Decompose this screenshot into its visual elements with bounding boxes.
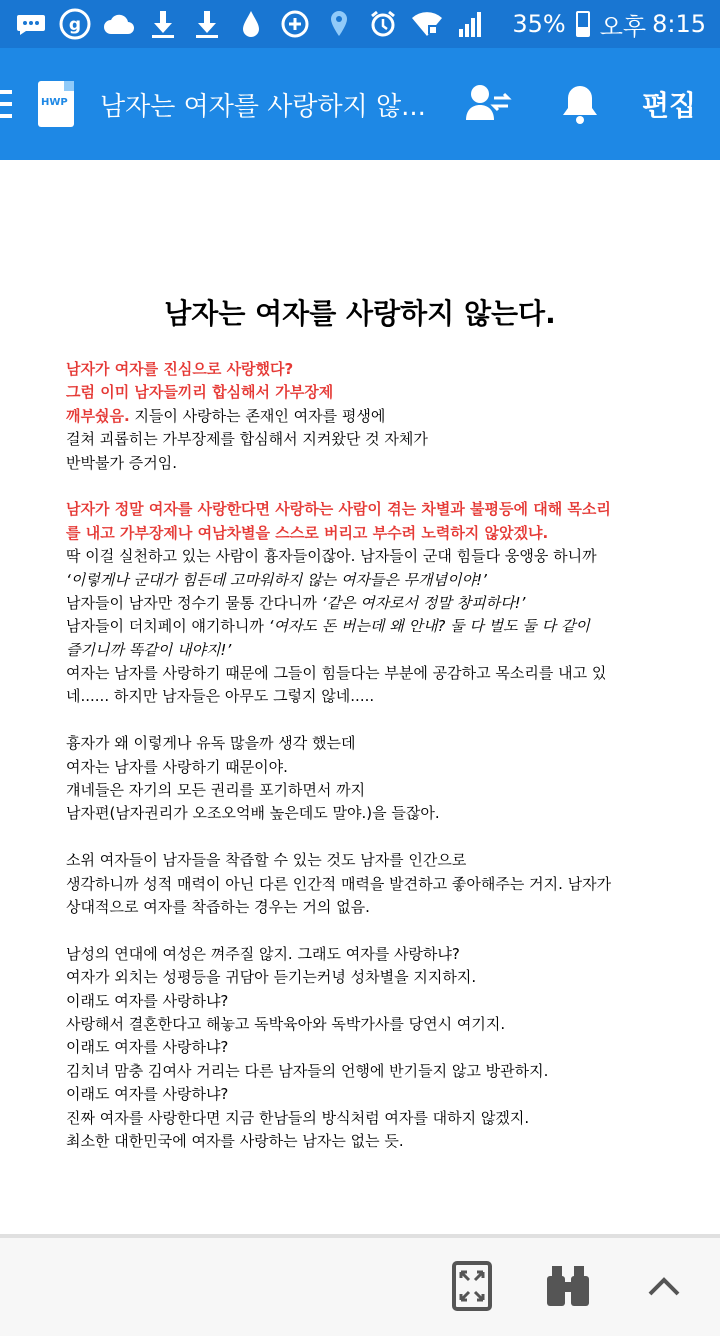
text-line — [66, 615, 646, 638]
plus-circle-icon — [278, 7, 312, 41]
alarm-icon — [366, 7, 400, 41]
bell-icon[interactable] — [560, 82, 600, 126]
wifi-icon — [410, 7, 444, 41]
battery-percent: 35% — [512, 10, 566, 38]
document-body — [66, 358, 646, 1153]
text-line: 를 내고 가부장제나 여남차별을 스스로 버리고 부수려 노력하지 않았겠냐. — [66, 523, 549, 542]
bottom-toolbar — [0, 1238, 720, 1336]
status-right — [512, 7, 706, 42]
text-line: 여자가 외치는 성평등을 귀담아 듣기는커녕 성차별을 지지하지. — [66, 968, 477, 987]
text-span: 깨부쉈음. — [66, 406, 130, 425]
text-line — [66, 405, 646, 428]
fit-screen-icon[interactable] — [448, 1260, 496, 1312]
download-icon — [146, 7, 180, 41]
text-line: 여자는 남자를 사랑하기 때문에 그들이 힘들다는 부분에 공감하고 목소리를 내고 있 — [66, 664, 607, 683]
text-line: 여자는 남자를 사랑하기 때문이야. — [66, 757, 288, 776]
text-line: 이래도 여자를 사랑하냐? — [66, 1038, 229, 1057]
g-icon — [58, 7, 92, 41]
drop-icon — [234, 7, 268, 41]
ampm-label: 오후 — [599, 12, 647, 41]
text-line: 남성의 연대에 여성은 껴주질 않지. 그래도 여자를 사랑하냐? — [66, 944, 460, 963]
document-title: 남자는 여자를 사랑하지 않는다. — [164, 297, 556, 330]
text-line: 남자가 여자를 진심으로 사랑했다? — [66, 360, 294, 378]
text-line: 네...... 하지만 남자들은 아무도 그렇지 않네..... — [66, 687, 375, 706]
text-line: 소위 여자들이 남자들을 착즙할 수 있는 것도 남자를 인간으로 — [66, 851, 467, 870]
signal-icon — [454, 7, 488, 41]
app-bar — [0, 48, 720, 160]
text-line: 생각하니까 성적 매력이 아닌 다른 인간적 매력을 발견하고 좋아해주는 거지. 남자가 — [66, 874, 612, 893]
text-line: 걸쳐 괴롭히는 가부장제를 합심해서 지켜왔단 것 자체가 — [66, 430, 428, 449]
svg-text:g: g — [68, 15, 82, 35]
status-bar — [0, 0, 720, 48]
text-line: 상대적으로 여자를 착즙하는 경우는 거의 없음. — [66, 897, 370, 916]
text-line: 남자편(남자권리가 오조오억배 높은데도 말야.)을 들잖아. — [66, 804, 440, 823]
location-icon — [322, 7, 356, 41]
text-span: 지들이 사랑하는 존재인 여자를 평생에 — [129, 406, 386, 425]
clock: 8:15 — [652, 10, 706, 38]
text-line — [66, 592, 646, 615]
hwp-file-icon — [38, 81, 74, 127]
text-line: 걔네들은 자기의 모든 권리를 포기하면서 까지 — [66, 781, 366, 800]
document-page — [0, 160, 720, 1234]
text-span: 남자들이 더치페이 얘기하니까 — [66, 617, 269, 636]
battery-icon — [576, 11, 590, 37]
cloud-icon — [102, 7, 136, 41]
text-span: 남자들이 남자만 정수기 물통 간다니까 — [66, 593, 322, 612]
file-type-label: HWP — [41, 97, 68, 108]
text-line: 사랑해서 결혼한다고 해놓고 독박육아와 독박가사를 당연시 여기지. — [66, 1014, 506, 1033]
edit-button[interactable]: 편집 — [642, 89, 697, 122]
menu-icon[interactable] — [0, 84, 22, 124]
text-line: 최소한 대한민국에 여자를 사랑하는 남자는 없는 듯. — [66, 1131, 404, 1150]
text-line: 김치녀 맘충 김여사 거리는 다른 남자들의 언행에 반기들지 않고 방관하지. — [66, 1061, 549, 1080]
text-line: 남자가 정말 여자를 사랑한다면 사랑하는 사람이 겪는 차별과 불평등에 대해 목소리 — [66, 500, 611, 519]
text-line: 이래도 여자를 사랑하냐? — [66, 1085, 229, 1104]
chat-icon — [14, 7, 48, 41]
download-icon — [190, 7, 224, 41]
text-line: ‘이렇게나 군대가 힘든데 고마워하지 않는 여자들은 무개념이야!’ — [66, 570, 487, 589]
text-line: 반박불가 증거임. — [66, 453, 177, 472]
document-name: 남자는 여자를 사랑하지 않... — [100, 91, 426, 122]
binoculars-icon[interactable] — [544, 1260, 592, 1312]
text-line: 딱 이걸 실천하고 있는 사람이 흉자들이잖아. 남자들이 군대 힘들다 웅앵웅 하니까 — [66, 547, 597, 566]
text-line: 진짜 여자를 사랑한다면 지금 한남들의 방식처럼 여자를 대하지 않겠지. — [66, 1108, 530, 1127]
text-line: 이래도 여자를 사랑하냐? — [66, 991, 229, 1010]
text-span: ‘여자도 돈 버는데 왜 안내? 둘 다 벌도 둘 다 같이 — [268, 617, 590, 636]
user-share-icon[interactable] — [464, 80, 512, 128]
text-line: 즐기니까 똑같이 내야지!’ — [66, 640, 232, 659]
text-line: 그럼 이미 남자들끼리 합심해서 가부장제 — [66, 383, 334, 402]
chevron-up-icon[interactable] — [640, 1260, 688, 1312]
text-span: ‘같은 여자로서 정말 창피하다!’ — [321, 593, 526, 612]
notification-icons — [14, 7, 488, 41]
text-line: 흉자가 왜 이렇게나 유독 많을까 생각 했는데 — [66, 734, 356, 753]
